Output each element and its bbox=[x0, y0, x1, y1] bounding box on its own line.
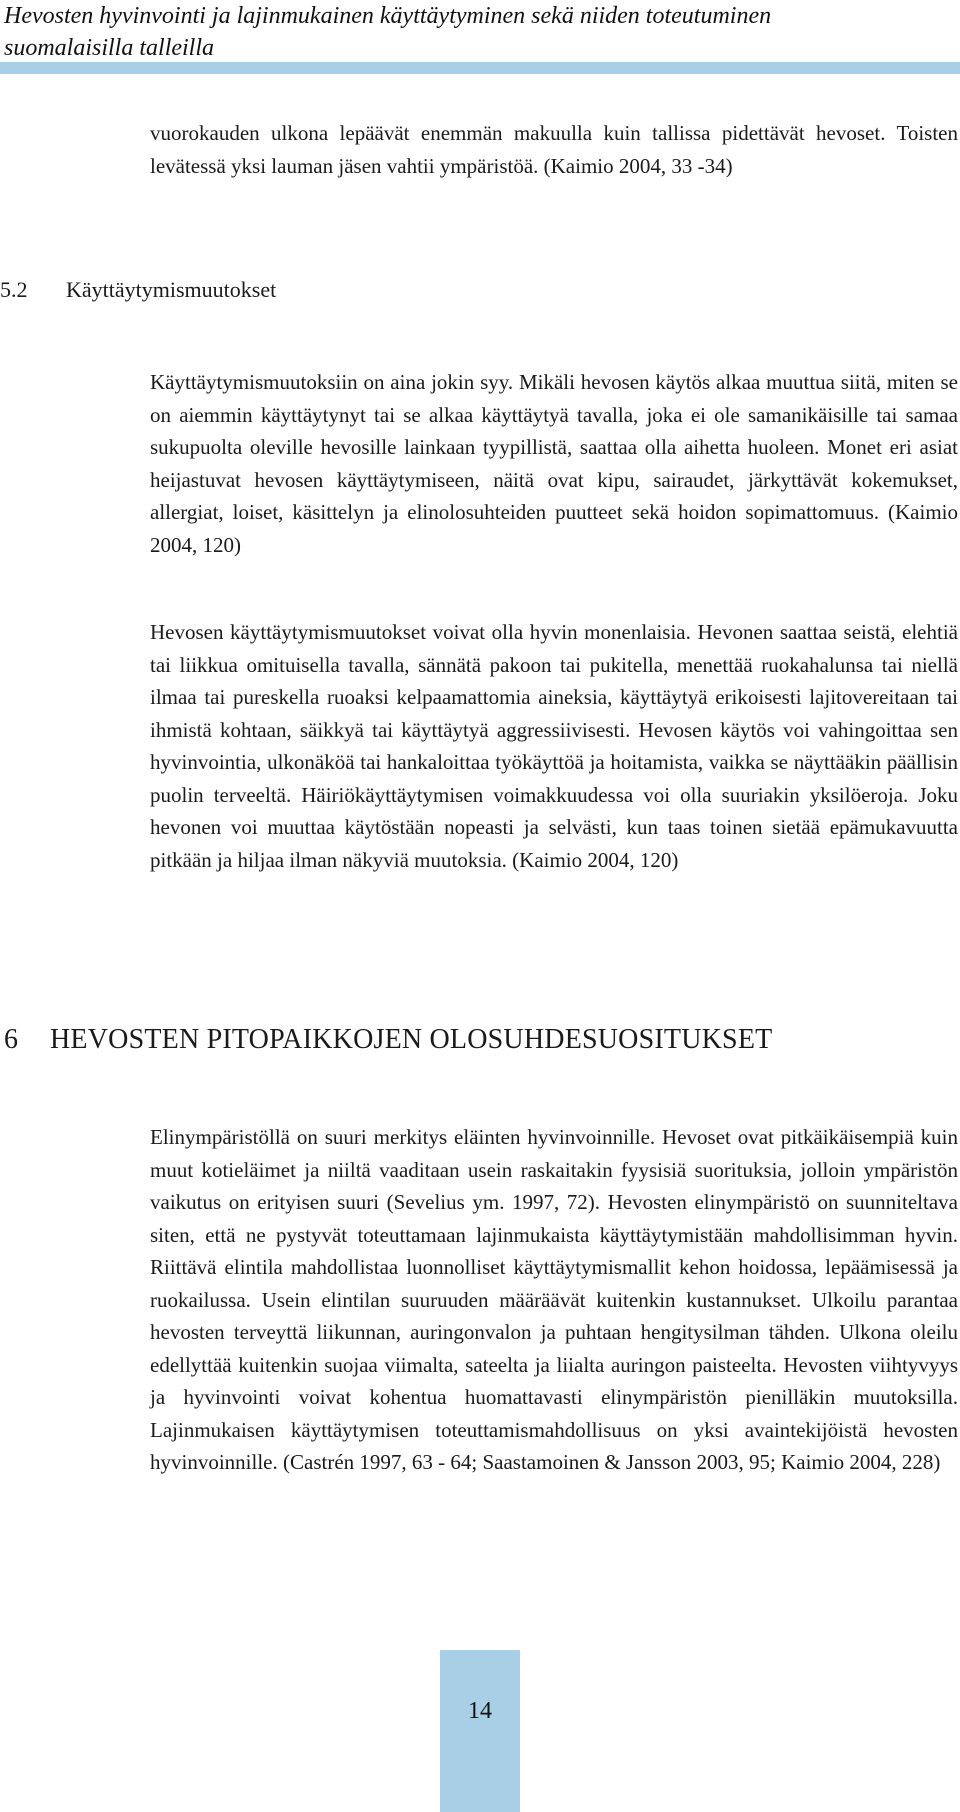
running-header bbox=[4, 0, 956, 64]
section-heading bbox=[0, 275, 276, 305]
header-rule bbox=[0, 62, 960, 74]
section-title: Käyttäytymismuutokset bbox=[66, 277, 277, 302]
chapter-heading bbox=[4, 1022, 772, 1058]
running-header-line-1: Hevosten hyvinvointi ja lajinmukainen käyttäytyminen sekä niiden toteutuminen bbox=[4, 3, 772, 29]
page-number: 14 bbox=[468, 1698, 492, 1724]
page-number-box bbox=[440, 1650, 520, 1812]
paragraph-3: Elinympäristöllä on suuri merkitys eläinten hyvinvoinnille. Hevoset ovat pitkäikäisempiä kuin muut kotieläimet ja niiltä vaaditaan usein raskaitakin fyysisiä suorituksia, jolloin ympäristön vaikutus on erityisen suuri (Sevelius ym. 1997, 72). Hevosten elinympäristö on suunniteltava siten, että ne pystyvät toteuttamaan lajinmukaista käyttäytymistään mahdollisimman hyvin. Riittävä elintila mahdollistaa luonnolliset käyttäytymismallit kehon hoidossa, lepäämisessä ja ruokailussa. Usein elintilan suuruuden määräävät kuitenkin kustannukset. Ulkoilu parantaa hevosten terveyttä liikunnan, auringonvalon ja puhtaan hengitysilman tähden. Ulkona oleilu edellyttää kuitenkin suojaa viimalta, sateelta ja liialta auringon paisteelta. Hevosten viihtyvyys ja hyvinvointi voivat kohentua huomattavasti elinympäristön pienilläkin muutoksilla. Lajinmukaisen käyttäytymisen toteuttamismahdollisuus on yksi avaintekijöistä hevosten hyvinvoinnille. (Castrén 1997, 63 - 64; Saastamoinen & Jansson 2003, 95; Kaimio 2004, 228) bbox=[150, 1125, 958, 1474]
paragraph-continuation: vuorokauden ulkona lepäävät enemmän makuulla kuin tallissa pidettävät hevoset. Toisten levätessä yksi lauman jäsen vahtii ympäristöä. (Kaimio 2004, 33 -34) bbox=[150, 121, 958, 178]
section-number: 5.2 bbox=[0, 277, 28, 302]
chapter-number: 6 bbox=[4, 1024, 19, 1055]
paragraph-1: Käyttäytymismuutoksiin on aina jokin syy. Mikäli hevosen käytös alkaa muuttua siitä, miten se on aiemmin käyttäytynyt tai se alkaa käyttäytyä tavalla, joka ei ole samanikäisille tai samaa sukupuolta oleville hevosille lainkaan tyypillistä, saattaa olla aihetta huoleen. Monet eri asiat heijastuvat hevosen käyttäytymiseen, näitä ovat kipu, sairaudet, järkyttävät kokemukset, allergiat, loiset, käsittelyn ja elinolosuhteiden puutteet sekä hoidon sopimattomuus. (Kaimio 2004, 120) bbox=[150, 370, 958, 557]
running-header-line-2: suomalaisilla talleilla bbox=[4, 35, 215, 61]
paragraph-2: Hevosen käyttäytymismuutokset voivat olla hyvin monenlaisia. Hevonen saattaa seistä, elehtiä tai liikkua omituisella tavalla, sännätä pakoon tai pukitella, menettää ruokahalunsa tai niellä ilmaa tai pureskella ruoaksi kelpaamattomia aineksia, käyttäytyä erikoisesti lajitovereitaan tai ihmistä kohtaan, säikkyä tai käyttäytyä aggressiivisesti. Hevosen käytös voi vahingoittaa sen hyvinvointia, ulkonäköä tai hankaloittaa työkäyttöä ja hoitamista, vaikka se näyttääkin päällisin puolin terveeltä. Häiriökäyttäytymisen voimakkuudessa voi olla suuriakin yksilöeroja. Joku hevonen voi muuttaa käytöstään nopeasti ja selvästi, kun taas toinen sietää epämukavuutta pitkään ja hiljaa ilman näkyviä muutoksia. (Kaimio 2004, 120) bbox=[150, 620, 958, 872]
chapter-title: HEVOSTEN PITOPAIKKOJEN OLOSUHDESUOSITUKSET bbox=[50, 1024, 773, 1055]
